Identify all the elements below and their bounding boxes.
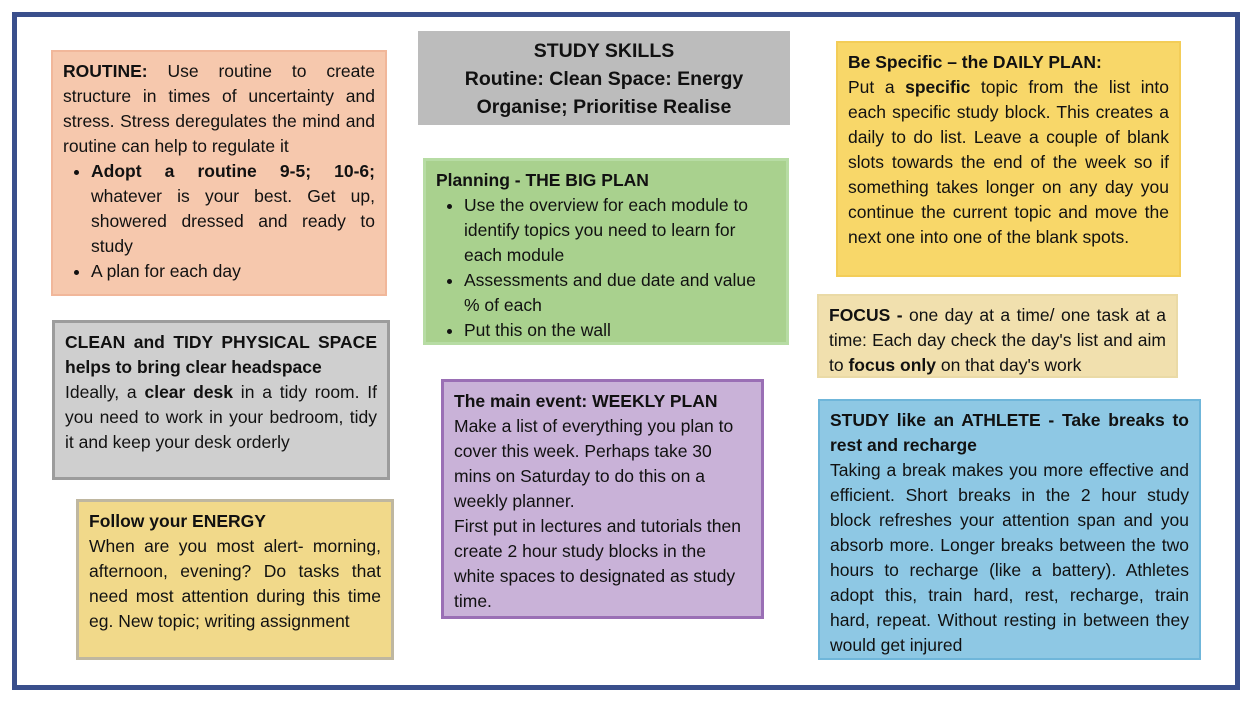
energy-paragraph: When are you most alert- morning, afternoon, evening? Do tasks that need most attention during this time eg. New topic; writing assignment [89, 536, 381, 631]
routine-text: Use routine to create structure in times of uncertainty and stress. Stress deregulates the mind and routine can help to regulate it [63, 61, 375, 156]
clean-text-bold: clear desk [144, 382, 234, 402]
routine-item [91, 259, 375, 284]
big-plan-heading [436, 168, 776, 193]
weekly-paragraph-2: First put in lectures and tutorials then create 2 hour study blocks in the white spaces to designated as study time. [454, 516, 741, 611]
weekly-heading [454, 389, 751, 414]
clean-heading [65, 330, 377, 380]
athlete-box [818, 399, 1201, 660]
clean-heading-text: CLEAN and TIDY PHYSICAL SPACE helps to bring clear headspace [65, 332, 377, 377]
daily-text-post: topic from the list into each specific study block. This creates a daily to do list. Leave a couple of blank slots towards the end of the week so if something takes longer on any day you continue the current topic and move the next one into one of the blank spots. [848, 77, 1169, 247]
focus-text-pre: one day at a time/ one task at a time: Each day check the day's list and aim to [829, 305, 1166, 375]
weekly-plan-box [441, 379, 764, 619]
clean-space-box [52, 320, 390, 480]
focus-text-post: on that day's work [935, 355, 1082, 375]
daily-plan-box [836, 41, 1181, 277]
title-box [418, 31, 790, 125]
daily-heading-text: Be Specific – the DAILY PLAN: [848, 52, 1102, 72]
big-plan-item: • Use the overview for each module to identify topics you need to learn for each module [464, 193, 776, 268]
weekly-paragraph-1: Make a list of everything you plan to cover this week. Perhaps take 30 mins on Saturday to do this on a weekly planner. [454, 416, 734, 511]
focus-box [817, 294, 1178, 378]
daily-text-bold: specific [905, 77, 971, 97]
title-line-2: Routine: Clean Space: Energy [464, 68, 744, 90]
routine-heading: ROUTINE: [63, 61, 148, 81]
energy-box [76, 499, 394, 660]
athlete-paragraph: Taking a break makes you more effective and efficient. Short breaks in the 2 hour study block refreshes your attention span and you absorb more. Longer breaks between the two hours to recharge (like a battery). Athletes adopt this, train hard, rest, recharge, train hard, repeat. Without resting in between they would get injured [830, 460, 1189, 655]
routine-box [51, 50, 387, 296]
routine-paragraph [63, 59, 375, 159]
routine-list [63, 159, 375, 284]
big-plan-box [423, 158, 789, 345]
athlete-heading [830, 408, 1189, 458]
energy-heading [89, 509, 381, 534]
big-plan-item: • Put this on the wall [464, 318, 776, 343]
athlete-heading-text: STUDY like an ATHLETE - Take breaks to rest and recharge [830, 410, 1189, 455]
big-plan-heading-text: Planning - THE BIG PLAN [436, 170, 649, 190]
routine-item-text: A plan for each day [91, 261, 241, 281]
daily-paragraph [848, 75, 1169, 250]
focus-heading: FOCUS - [829, 305, 903, 325]
focus-text-bold: focus only [848, 355, 936, 375]
routine-item-text: whatever is your best. Get up, showered dressed and ready to study [91, 186, 375, 256]
big-plan-list [436, 193, 776, 343]
big-plan-item: • Assessments and due date and value % of each [464, 268, 776, 318]
title-line-1: STUDY SKILLS [533, 40, 675, 62]
focus-paragraph [829, 303, 1166, 378]
clean-paragraph [65, 380, 377, 455]
weekly-heading-text: The main event: WEEKLY PLAN [454, 391, 718, 411]
clean-text-pre: Ideally, a [65, 382, 145, 402]
daily-heading [848, 50, 1169, 75]
routine-item [91, 159, 375, 259]
title-line-3: Organise; Prioritise Realise [476, 96, 732, 118]
clean-text-post: in a tidy room. If you need to work in your bedroom, tidy it and keep your desk orderly [65, 382, 377, 452]
energy-heading-text: Follow your ENERGY [89, 511, 266, 531]
daily-text-pre: Put a [848, 77, 906, 97]
routine-item-bold: Adopt a routine 9-5; 10-6; [91, 161, 375, 181]
